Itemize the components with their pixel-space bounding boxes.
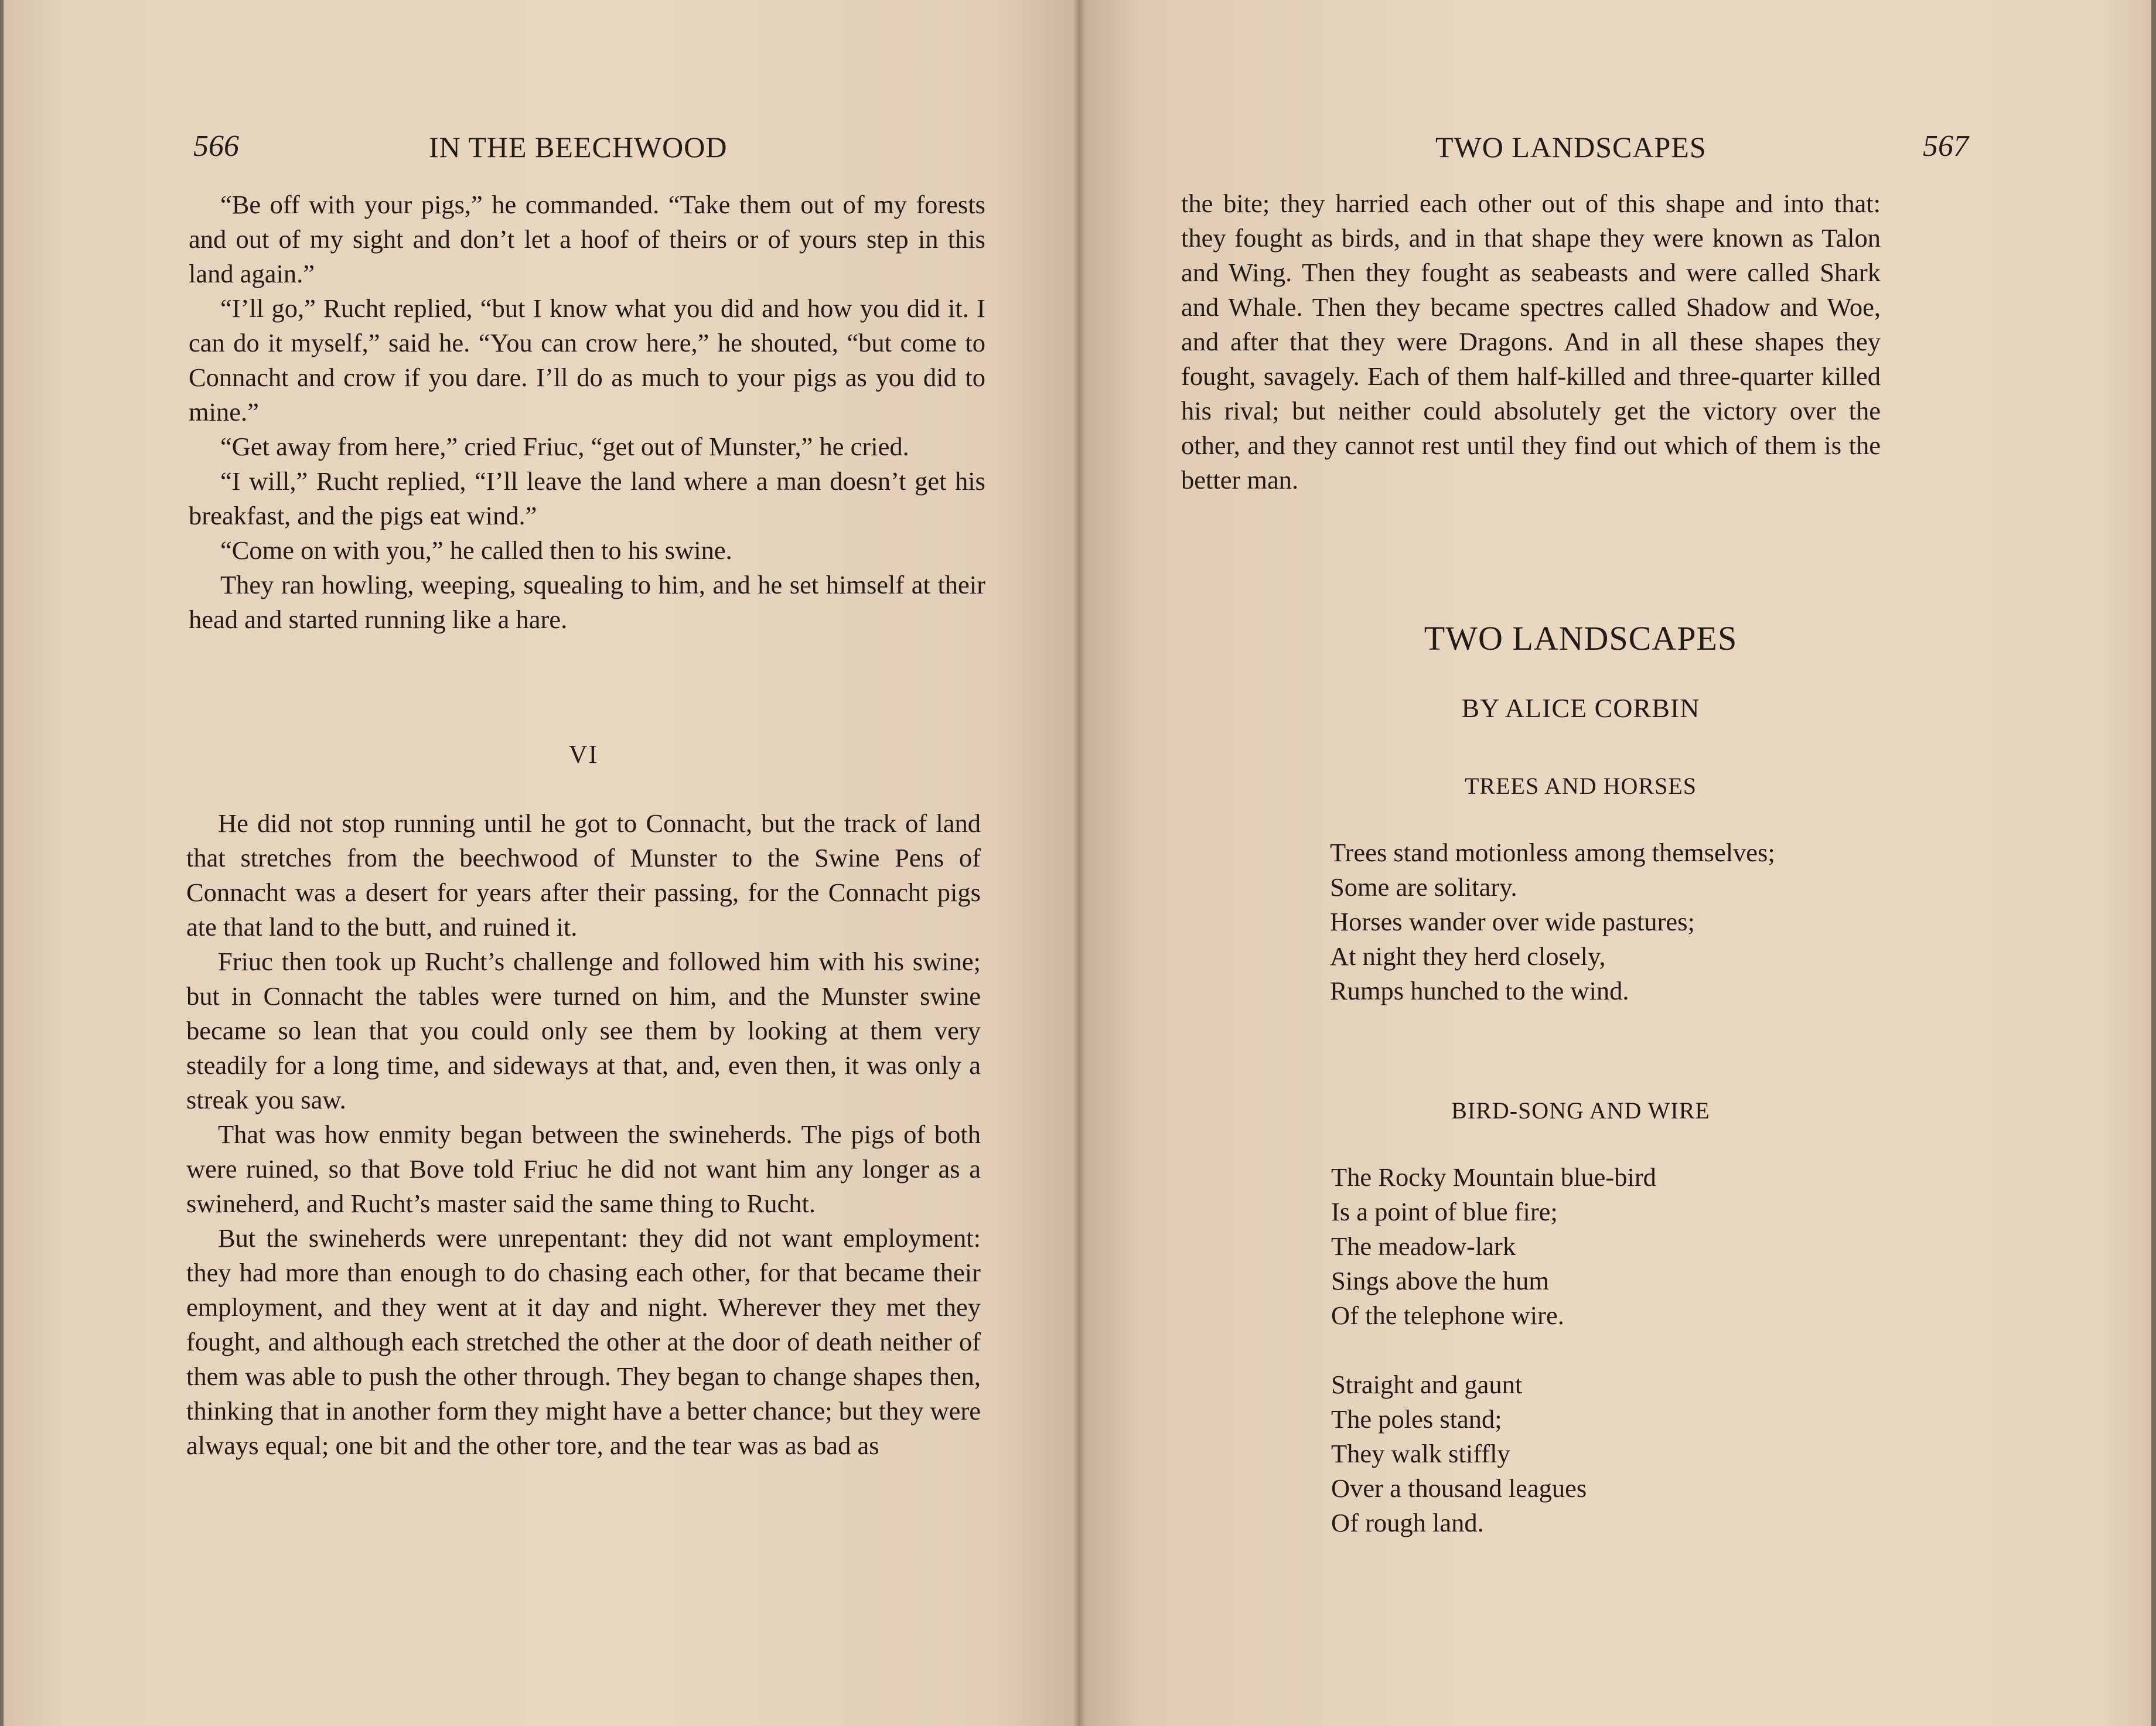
running-head: TWO LANDSCAPES	[1435, 131, 1707, 163]
poem-line: Horses wander over wide pastures;	[1330, 907, 1695, 936]
poem-line: Some are solitary.	[1330, 872, 1517, 902]
poem-line: At night they herd closely,	[1330, 942, 1606, 971]
book-gutter	[1073, 0, 1085, 1726]
paragraph: But the swineherds were unrepentant: they did not want employment: they had more than enough to do chasing each other, for that became their employment, and they went at it day and night. Wherever they met they fought, and although each stretched the other at the door of death neither of them was able to push the other through. They began to change shapes then, thinking that in another form they might have a better chance; but they were always equal; one bit and the other tore, and the tear was as bad as	[186, 1223, 981, 1460]
poem-line: Sings above the hum	[1331, 1266, 1550, 1295]
paragraph: “Be off with your pigs,” he commanded. “Take them out of my forests and out of my sight and don’t let a hoof of theirs or of yours step in this land again.”	[189, 190, 985, 288]
page-number: 566	[193, 129, 239, 163]
paragraph: the bite; they harried each other out of this shape and into that: they fought as birds, and in that shape they were known as Talon and Wing. Then they fought as seabeasts and were called Shark and Whale. Then they became spectres called Shadow and Woe, and after that they were Dragons. And in all these shapes they fought, savagely. Each of them half-killed and three-quarter killed his rival; but neither could absolutely get the victory over the other, and they cannot rest until they find out which of them is the better man.	[1181, 189, 1881, 494]
poem-line: Is a point of blue fire;	[1331, 1197, 1558, 1226]
poem-line: Over a thousand leagues	[1331, 1473, 1587, 1503]
page-number: 567	[1923, 129, 1969, 163]
right-page	[1079, 0, 2151, 1726]
section-title: TREES AND HORSES	[1464, 773, 1697, 799]
section-numeral: VI	[568, 740, 599, 769]
poem-stanza	[1330, 835, 1775, 1008]
paragraph: “Come on with you,” he called then to his swine.	[220, 535, 732, 565]
stanza-break	[1331, 1333, 1656, 1367]
poem-line: The meadow-lark	[1331, 1232, 1516, 1261]
left-page	[4, 0, 1079, 1726]
body-text-bottom	[186, 806, 981, 1463]
poem-line: The Rocky Mountain blue-bird	[1331, 1162, 1656, 1192]
poem-line: Straight and gaunt	[1331, 1370, 1523, 1399]
paragraph: That was how enmity began between the swineherds. The pigs of both were ruined, so that Bove told Friuc he did not want him any longer as a swineherd, and Rucht’s master said the same thing to Rucht.	[186, 1120, 981, 1218]
body-text-top	[189, 187, 985, 637]
paragraph: Friuc then took up Rucht’s challenge and followed him with his swine; but in Connacht the tables were turned on him, and the Munster swine became so lean that you could only see them by looking at them very steadily for a long time, and sideways at that, and, even then, it was only a streak you saw.	[186, 947, 981, 1114]
poem-title: TWO LANDSCAPES	[1424, 619, 1738, 657]
paragraph: “I’ll go,” Rucht replied, “but I know what you did and how you did it. I can do it myself,” said he. “You can crow here,” he shouted, “but come to Connacht and crow if you dare. I’ll do as much to your pigs as you did to mine.”	[189, 294, 985, 427]
paragraph: He did not stop running until he got to Connacht, but the track of land that stretches from the beechwood of Munster to the Swine Pens of Connacht was a desert for years after their passing, for the Connacht pigs ate that land to the butt, and ruined it.	[186, 809, 981, 942]
running-head: IN THE BEECHWOOD	[429, 131, 728, 163]
poem-line: They walk stiffly	[1331, 1439, 1510, 1468]
poem-line: Trees stand motionless among themselves;	[1330, 838, 1775, 867]
poem-line: Of rough land.	[1331, 1508, 1484, 1537]
section-title: BIRD-SONG AND WIRE	[1451, 1097, 1710, 1124]
paragraph: “Get away from here,” cried Friuc, “get out of Munster,” he cried.	[220, 432, 909, 461]
poem-line: The poles stand;	[1331, 1404, 1502, 1434]
body-text-continued	[1181, 186, 1881, 497]
paragraph: They ran howling, weeping, squealing to him, and he set himself at their head and started running like a hare.	[189, 570, 985, 634]
poem-author: BY ALICE CORBIN	[1461, 693, 1700, 723]
poem-line: Of the telephone wire.	[1331, 1301, 1564, 1330]
poem-line: Rumps hunched to the wind.	[1330, 976, 1629, 1005]
poem-stanza	[1331, 1160, 1656, 1540]
paragraph: “I will,” Rucht replied, “I’ll leave the land where a man doesn’t get his breakfast, and the pigs eat wind.”	[189, 466, 985, 530]
